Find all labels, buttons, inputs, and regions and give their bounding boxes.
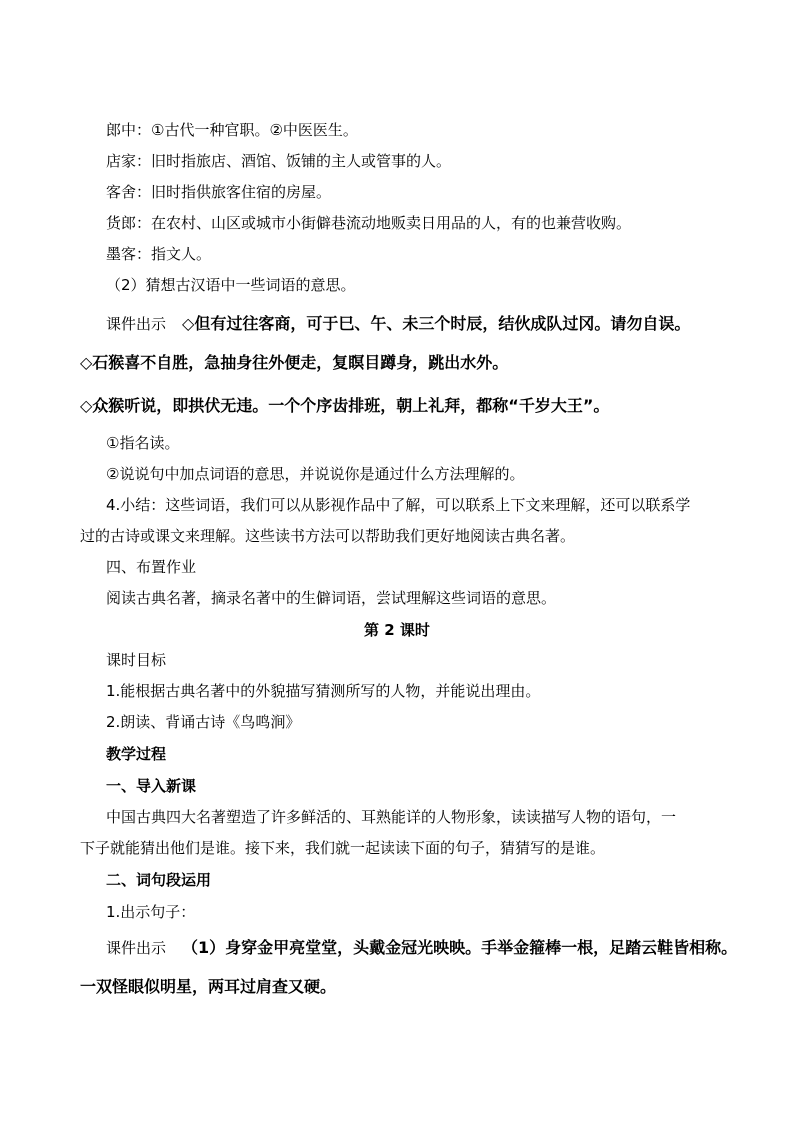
text-line: ①指名读。 xyxy=(106,434,180,452)
courseware-label: 课件出示 xyxy=(106,939,167,957)
bold-quote: ◇众猴听说，即拱伏无违。一个个序齿排班，朝上礼拜，都称“千岁大王”。 xyxy=(80,396,610,415)
courseware-block xyxy=(106,314,690,334)
section-heading: 课时目标 xyxy=(106,651,167,669)
text-line: 4.小结：这些词语，我们可以从影视作品中了解，可以联系上下文来理解，还可以联系学 xyxy=(106,496,691,514)
courseware-text: ◇但有过往客商，可于巳、午、未三个时辰，结伙成队过冈。请勿自误。 xyxy=(182,314,691,333)
text-line: （2）猜想古汉语中一些词语的意思。 xyxy=(106,276,356,294)
text-line: 墨客：指文人。 xyxy=(106,245,212,263)
section-heading: 教学过程 xyxy=(106,745,167,763)
text-line: ②说说句中加点词语的意思，并说说你是通过什么方法理解的。 xyxy=(106,465,525,483)
section-heading: 二、词句段运用 xyxy=(106,871,212,889)
courseware-text: （1）身穿金甲亮堂堂，头戴金冠光映映。手举金箍棒一根，足踏云鞋皆相称。 xyxy=(182,938,738,957)
section-heading: 一、导入新课 xyxy=(106,777,197,795)
text-line: 货郎：在农村、山区或城市小街僻巷流动地贩卖日用品的人，有的也兼营收购。 xyxy=(106,214,632,232)
text-line: 2.朗读、背诵古诗《鸟鸣涧》 xyxy=(106,713,301,731)
text-line: 1.出示句子： xyxy=(106,903,196,921)
text-line: 客舍：旧时指供旅客住宿的房屋。 xyxy=(106,183,332,201)
text-line: 过的古诗或课文来理解。这些读书方法可以帮助我们更好地阅读古典名著。 xyxy=(80,527,576,545)
bold-quote: 一双怪眼似明星，两耳过肩查又硬。 xyxy=(80,977,337,996)
courseware-block xyxy=(106,938,737,958)
text-line: 下子就能猜出他们是谁。接下来，我们就一起读读下面的句子，猜猜写的是谁。 xyxy=(80,839,606,857)
lesson-title: 第 2 课时 xyxy=(364,621,430,639)
text-line: 郎中：①古代一种官职。②中医医生。 xyxy=(106,121,358,139)
courseware-label: 课件出示 xyxy=(106,315,167,333)
text-line: 1.能根据古典名著中的外貌描写猜测所写的人物，并能说出理由。 xyxy=(106,682,541,700)
text-line: 中国古典四大名著塑造了许多鲜活的、耳熟能详的人物形象，读读描写人物的语句，一 xyxy=(106,808,677,826)
text-line: 店家：旧时指旅店、酒馆、饭铺的主人或管事的人。 xyxy=(106,152,452,170)
section-heading: 四、布置作业 xyxy=(106,558,197,576)
bold-quote: ◇石猴喜不自胜，急抽身往外便走，复瞑目蹲身，跳出水外。 xyxy=(80,353,509,372)
text-line: 阅读古典名著，摘录名著中的生僻词语，尝试理解这些词语的意思。 xyxy=(106,589,557,607)
